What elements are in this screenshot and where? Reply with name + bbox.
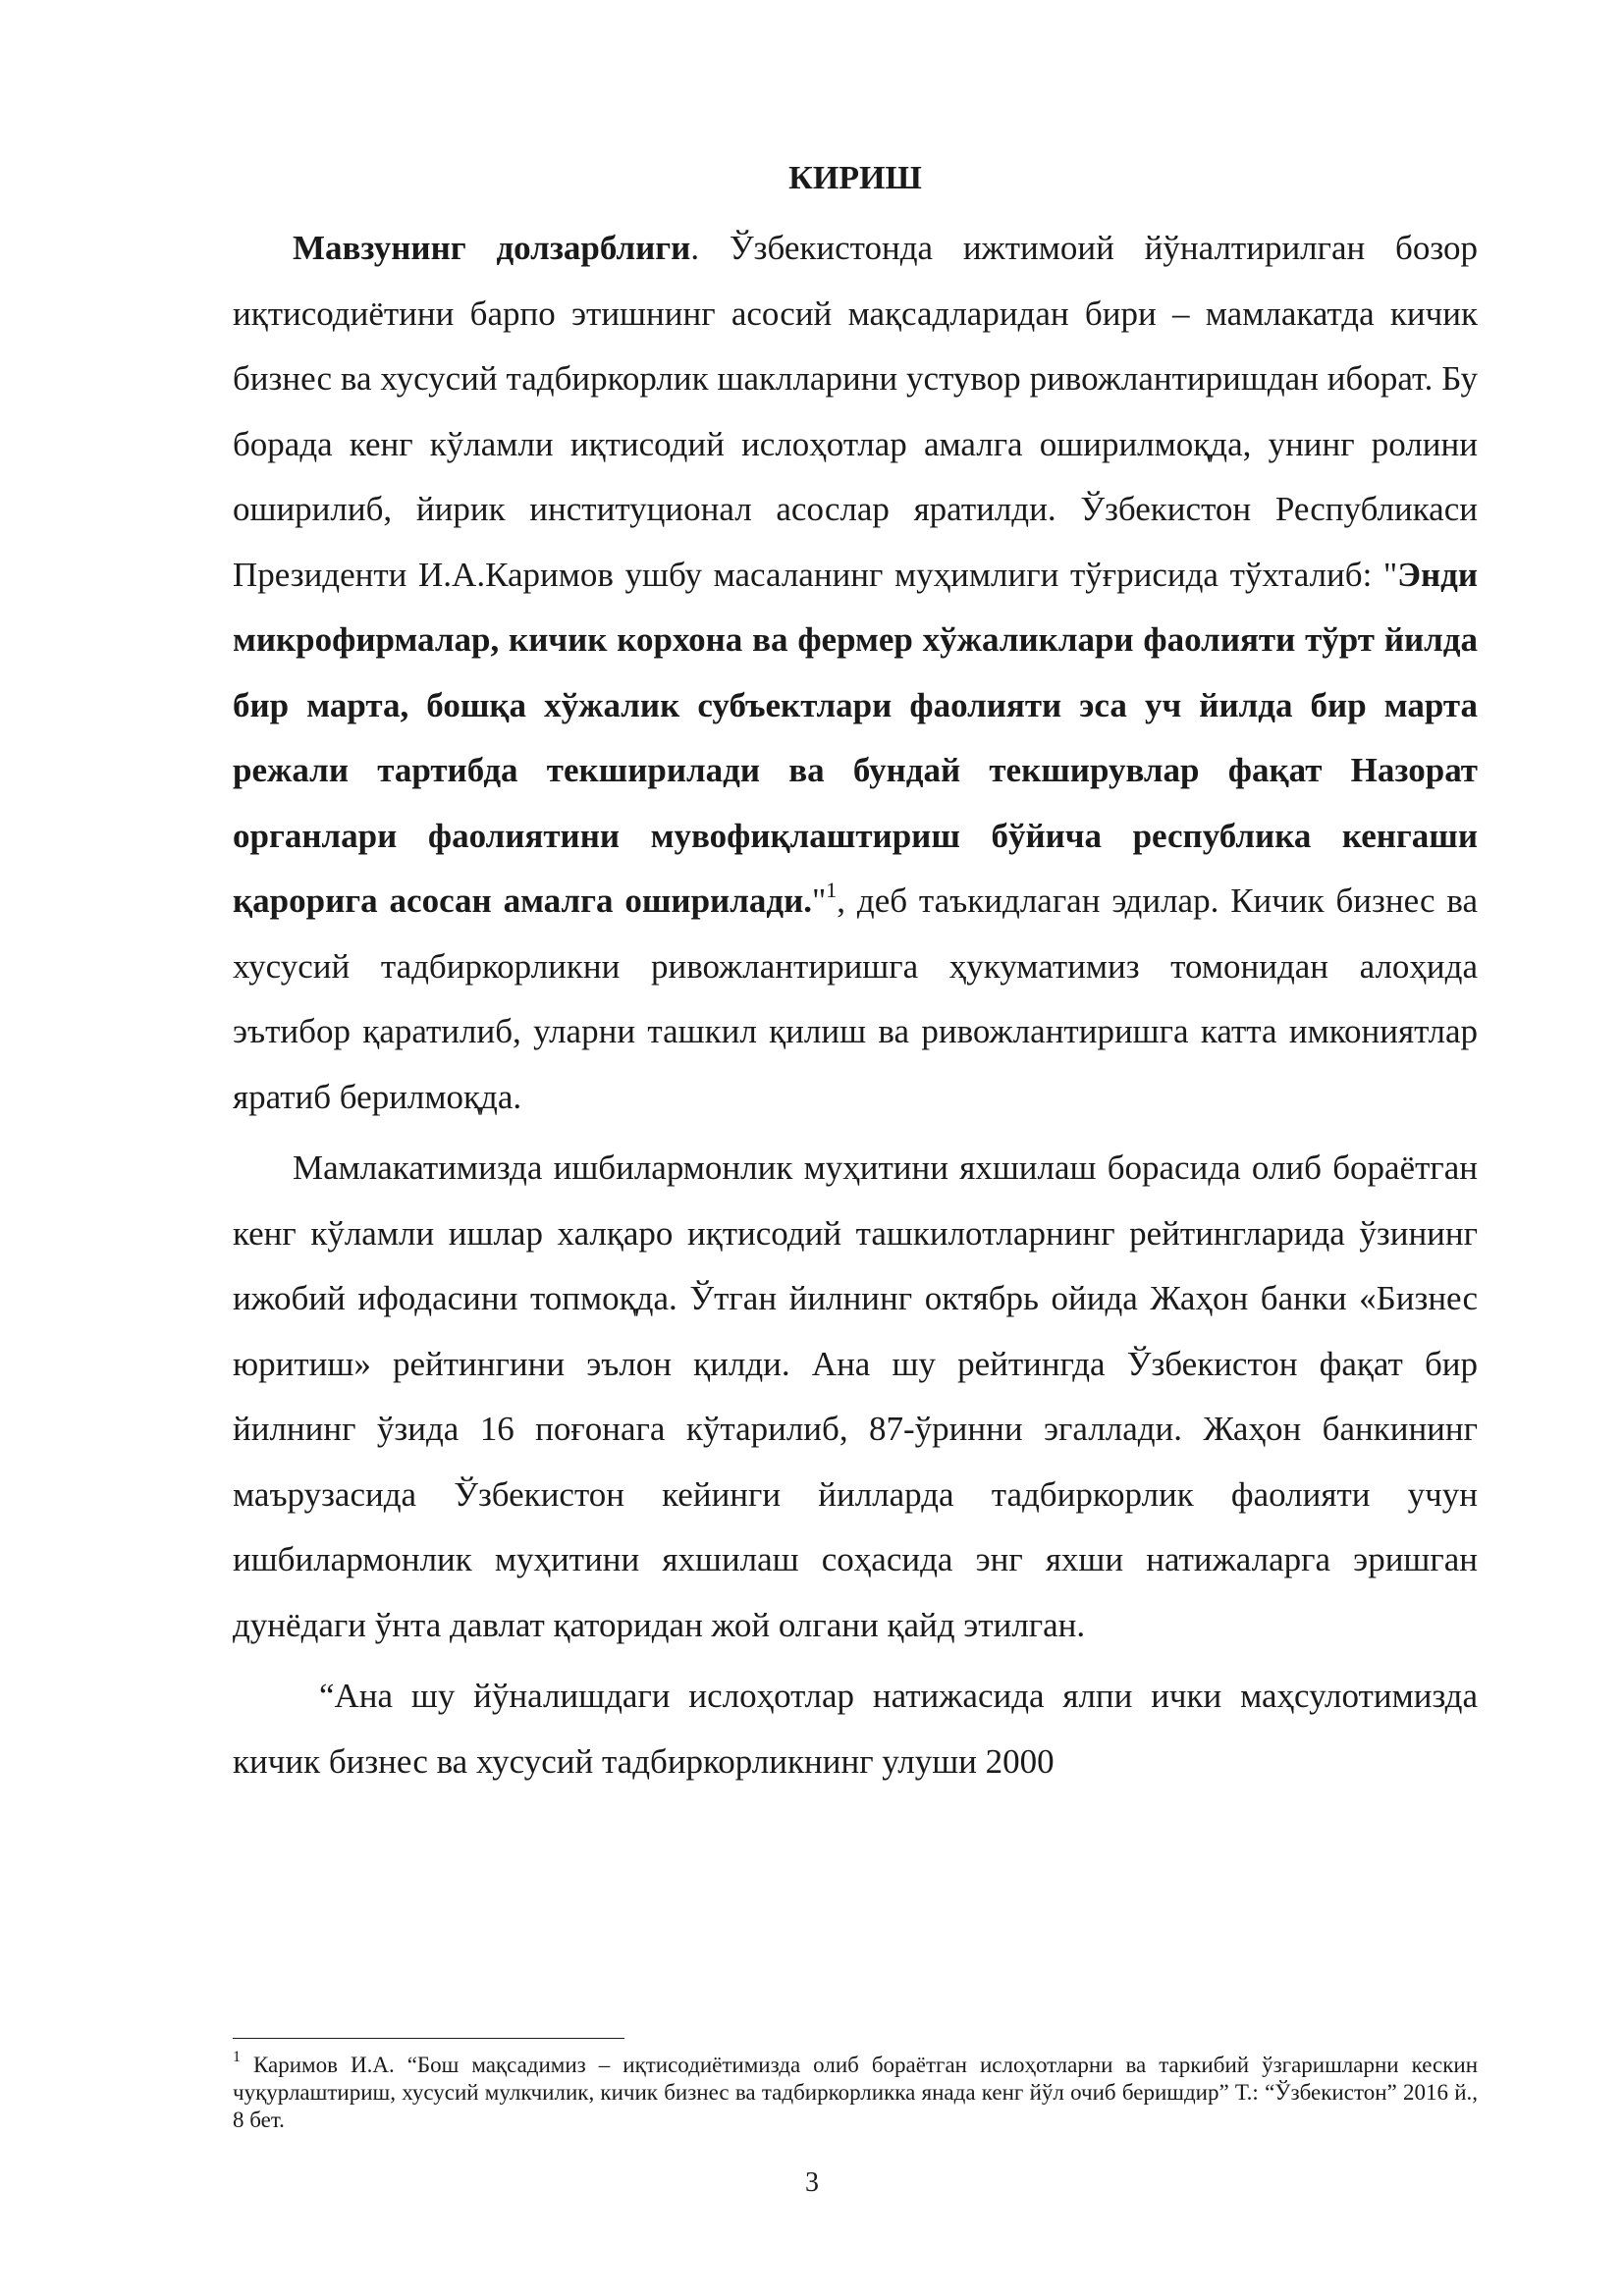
section-heading: КИРИШ	[788, 160, 922, 196]
paragraph-lead-bold: Мавзунинг долзарблиги	[293, 229, 691, 267]
president-quote: Энди микрофирмалар, кичик корхона ва фермер хўжаликлари фаолияти тўрт йилда бир марта, бошқа хўжалик субъектлари фаолияти эса уч йилда бир марта режали тартибда текширилади ва бундай текширувлар фақат Назорат органлари фаолиятини мувофиқлаштириш бўйича республика кенгаши қарорига асосан амалга оширилади.	[233, 555, 1478, 920]
paragraph-reforms-quote: “Ана шу йўналишдаги ислоҳотлар натижасида ялпи ички маҳсулотимизда кичик бизнес ва хусусий тадбиркорликнинг улуши 2000	[233, 1677, 1478, 1781]
paragraph-business-climate: Мамлакатимизда ишбилармонлик муҳитини яхшилаш борасида олиб бораётган кенг кўламли ишлар халқаро иқтисодий ташкилотларнинг рейтингларида ўзининг ижобий ифодасини топмоқда. Ўтган йилнинг октябрь ойида Жаҳон банки «Бизнес юритиш» рейтингини эълон қилди. Ана шу рейтингда Ўзбекистон фақат бир йилнинг ўзида 16 поғонага кўтарилиб, 87-ўринни эгаллади. Жаҳон банкининг маърузасида Ўзбекистон кейинги йилларда тадбиркорлик фаолияти учун ишбилармонлик муҳитини яхшилаш соҳасида энг яхши натижаларга эришган дунёдаги ўнта давлат қаторидан жой олгани қайд этилган.	[233, 1148, 1478, 1644]
page-number: 3	[805, 2167, 819, 2198]
paragraph-relevance	[233, 216, 1478, 1130]
footnote-marker: 1	[233, 2049, 241, 2066]
quote-close-mark: "	[811, 881, 827, 920]
body-content	[233, 149, 1478, 1794]
footnote-reference[interactable]: 1	[826, 878, 838, 903]
paragraph-tail-text: , деб таъкидлаган эдилар. Кичик бизнес ва хусусий тадбиркорликни ривожлантиришга ҳукуматимиз томонидан алоҳида эътибор қаратилиб, уларни ташкил қилиш ва ривожлантиришга катта имкониятлар яратиб берилмоқда.	[233, 881, 1478, 1116]
footnote	[233, 2049, 1478, 2134]
paragraph-lead-text: . Ўзбекистонда ижтимоий йўналтирилган бозор иқтисодиётини барпо этишнинг асосий мақсадларидан бири – мамлакатда кичик бизнес ва хусусий тадбиркорлик шаклларини устувор ривожлантиришдан иборат. Бу борада кенг кўламли иқтисодий ислоҳотлар амалга оширилмоқда, унинг ролини оширилиб, йирик институционал асослар яратилди. Ўзбекистон Республикаси Президенти И.А.Каримов ушбу масаланинг муҳимлиги тўғрисида тўхталиб: "	[233, 229, 1478, 594]
footnote-text: Каримов И.А. “Бош мақсадимиз – иқтисодиётимизда олиб бораётган ислоҳотларни ва таркибий ўзгаришларни кескин чуқурлаштириш, хусусий мулкчилик, кичик бизнес ва тадбиркорликка янада кенг йўл очиб беришдир” Т.: “Ўзбекистон” 2016 й., 8 бет.	[233, 2053, 1478, 2132]
footnote-divider	[233, 2038, 624, 2039]
